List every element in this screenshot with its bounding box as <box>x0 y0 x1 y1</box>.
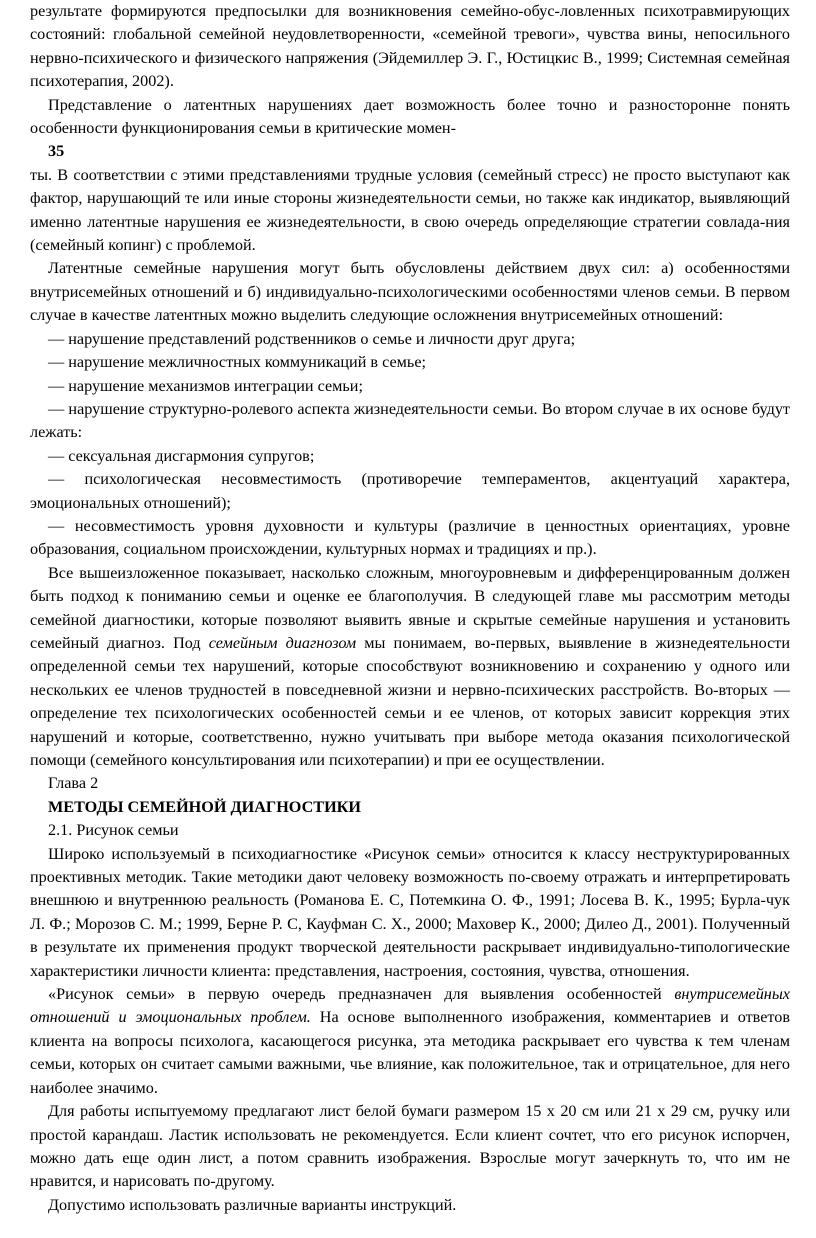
list-item: — сексуальная дисгармония супругов; <box>48 446 315 465</box>
list-item: — нарушение структурно-ролевого аспекта жизнедеятельности семьи. Во втором случае в их основе будут лежать: <box>30 399 790 442</box>
chapter-title: МЕТОДЫ СЕМЕЙНОЙ ДИАГНОСТИКИ <box>48 797 361 816</box>
text-run: Все вышеизложенное показывает, насколько сложным, многоуровневым и дифференцированным должен быть подход к пониманию семьи и оценке ее благополучия. В следующей главе мы рассмотрим методы семейной диагностики, которые позволяют выявить явные и скрытые семейные нарушения и установить семейный диагноз. Под <box>30 563 790 652</box>
emphasis-family-diagnosis: семейным диагнозом <box>208 633 357 652</box>
text-run: мы понимаем, во-первых, выявление в жизнедеятельности определенной семьи тех нарушений, которые способствуют возникновению и сохранению у одного или нескольких ее членов трудностей в повседневной жизни и нервно-психических расстройств. Во-вторых — определение тех психологических особенностей семьи и ее членов, от которых зависит коррекция этих нарушений и которые, соответственно, нужно учитывать при выборе метода оказания психологической помощи (семейного консультирования или психотерапии) и при ее осуществлении. <box>30 633 790 769</box>
emphasis-family-relations: внутрисемейных отношений и эмоциональных проблем. <box>30 985 790 1027</box>
list-item: — нарушение механизмов интеграции семьи; <box>48 376 363 395</box>
paragraph-intro-continuation: результате формируются предпосылки для возникновения семейно-обус-ловленных психотравмирующих состояний: глобальной семейной неудовлетворенности, «семейной тревоги», чувства вины, непосильного нервно-психического и физического напряжения (Эйдемиллер Э. Г., Юстицкис В., 1999; Системная семейная психотерапия, 2002). <box>30 2 790 91</box>
list-item: — психологическая несовместимость (противоречие темпераментов, акцентуаций характера, эмоциональных отношений); <box>30 470 790 512</box>
paragraph-materials: Для работы испытуемому предлагают лист белой бумаги размером 15 x 20 см или 21 x 29 см, ручку или простой карандаш. Ластик использовать не рекомендуется. Если клиент сочтет, что его рисунок испорчен, можно дать еще один лист, а потом сравнить изображения. Взрослые могут зачеркнуть то, что им не нравится, и нарисовать по-другому. <box>30 1102 790 1191</box>
paragraph-family-stress: ты. В соответствии с этими представлениями трудные условия (семейный стресс) не просто выступают как фактор, нарушающий те или иные стороны жизнедеятельности семьи, но также как индикатор, выявляющий именно латентные нарушения ее жизнедеятельности, в свою очередь определяющие стратегии совлада-ния (семейный копинг) с проблемой. <box>30 165 790 255</box>
paragraph-latent-forces: Латентные семейные нарушения могут быть обусловлены действием двух сил: а) особенностями внутрисемейных отношений и б) индивидуально-психологическими особенностями членов семьи. В первом случае в качестве латентных можно выделить следующие осложнения внутрисемейных отношений: <box>30 259 790 325</box>
paragraph-family-drawing-intro: Широко используемый в психодиагностике «Рисунок семьи» относится к классу неструктурированных проективных методик. Такие методики дают человеку возможность по-своему отражать и интерпретировать внешнюю и внутреннюю реальность (Романова Е. С, Потемкина О. Ф., 1991; Лосева В. К., 1995; Бурла-чук Л. Ф.; Морозов С. М.; 1999, Берне Р. С, Кауфман С. X., 2000; Маховер К., 2000; Дилео Д., 2001). Полученный в результате их применения продукт творческой деятельности раскрывает индивидуально-типологические характеристики личности клиента: представления, настроения, состояния, чувства, отношения. <box>30 844 790 980</box>
paragraph-latent-disorders: Представление о латентных нарушениях дает возможность более точно и разносторонне понять особенности функционирования семьи в критические момен- <box>30 95 790 138</box>
disorders-list <box>30 328 790 562</box>
chapter-label: Глава 2 <box>48 774 99 793</box>
list-item: — несовместимость уровня духовности и культуры (различие в ценностных ориентациях, уровне образования, социальном происхождении, культурных нормах и традициях и пр.). <box>30 516 790 559</box>
list-item: — нарушение представлений родственников о семье и личности друг друга; <box>48 329 576 348</box>
text-run: «Рисунок семьи» в первую очередь предназначен для выявления особенностей <box>48 985 675 1004</box>
text-run: На основе выполненного изображения, комментариев и ответов клиента на вопросы психолога, касающегося рисунка, эта методика раскрывает его чувства к тем членам семьи, которых он считает самыми важными, чье влияние, как положительное, так и отрицательное, для него наиболее значимо. <box>30 1008 790 1097</box>
section-title: 2.1. Рисунок семьи <box>48 821 179 840</box>
paragraph-instructions: Допустимо использовать различные варианты инструкций. <box>48 1195 457 1214</box>
page-number: 35 <box>48 142 65 161</box>
list-item: — нарушение межличностных коммуникаций в семье; <box>48 353 426 372</box>
paragraph-family-drawing-purpose <box>30 983 790 1100</box>
paragraph-family-diagnosis <box>30 562 790 773</box>
